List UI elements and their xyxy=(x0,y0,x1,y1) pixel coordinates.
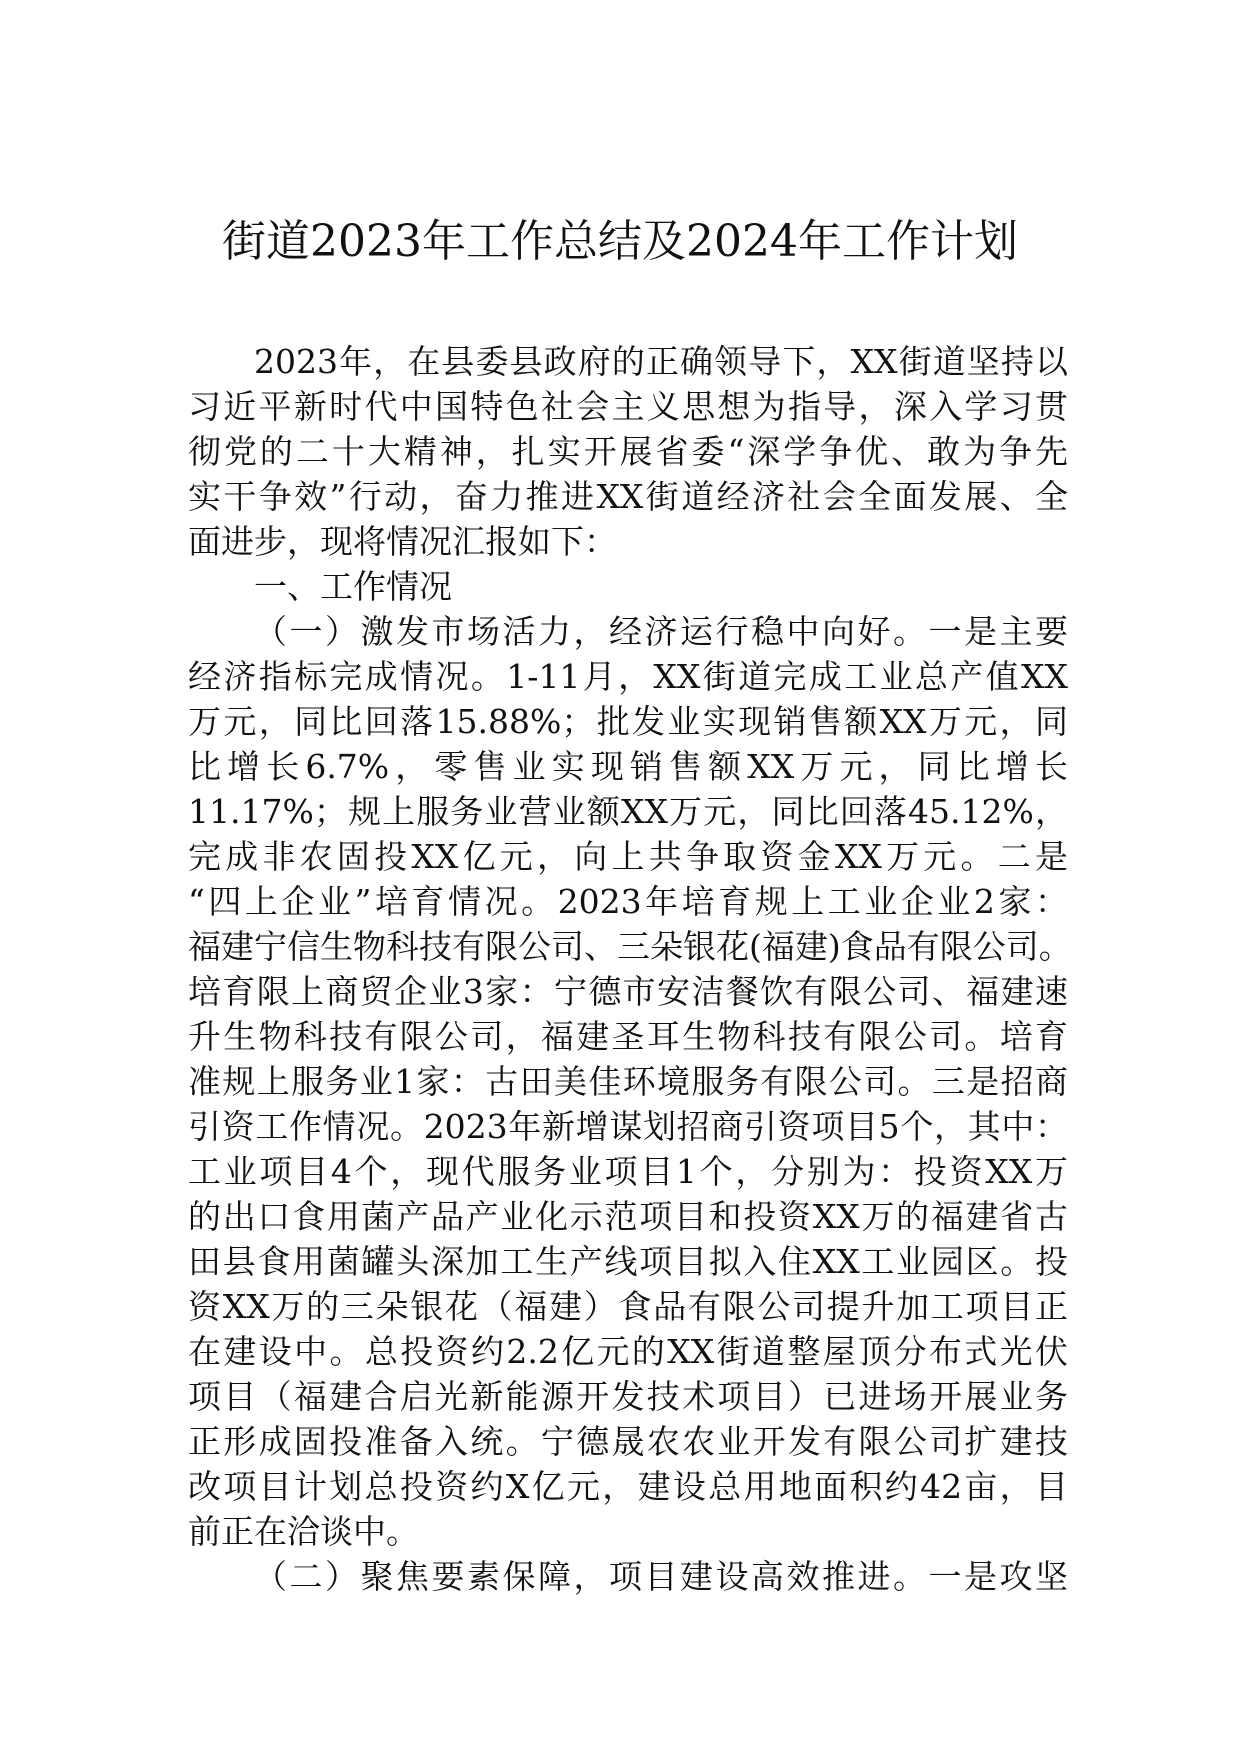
paragraph-line: 经济指标完成情况。1-11月，XX街道完成工业总产值XX xyxy=(188,657,1068,696)
paragraph-line: 在建设中。总投资约2.2亿元的XX街道整屋顶分布式光伏 xyxy=(188,1332,1068,1371)
paragraph-line: 培育限上商贸企业3家：宁德市安洁餐饮有限公司、福建速 xyxy=(188,972,1068,1011)
paragraph-line: 升生物科技有限公司，福建圣耳生物科技有限公司。培育 xyxy=(188,1017,1068,1056)
paragraph-line: 引资工作情况。2023年新增谋划招商引资项目5个，其中： xyxy=(188,1107,1068,1146)
paragraph-line: 万元，同比回落15.88%；批发业实现销售额XX万元，同 xyxy=(188,702,1068,741)
document-body xyxy=(188,339,1072,1599)
paragraph-line: （一）激发市场活力，经济运行稳中向好。一是主要 xyxy=(254,612,1068,651)
paragraph-line: 彻党的二十大精神，扎实开展省委“深学争优、敢为争先 xyxy=(188,432,1068,471)
paragraph-line: 项目（福建合启光新能源开发技术项目）已进场开展业务 xyxy=(188,1377,1068,1416)
paragraph-line: 正形成固投准备入统。宁德晟农农业开发有限公司扩建技 xyxy=(188,1422,1068,1461)
paragraph-line: 工业项目4个，现代服务业项目1个，分别为：投资XX万 xyxy=(188,1152,1068,1191)
paragraph-line: 的出口食用菌产品产业化示范项目和投资XX万的福建省古 xyxy=(188,1197,1068,1236)
paragraph-line: 改项目计划总投资约X亿元，建设总用地面积约42亩，目 xyxy=(188,1467,1068,1506)
paragraph-line: 前正在洽谈中。 xyxy=(188,1512,419,1551)
paragraph-line: （二）聚焦要素保障，项目建设高效推进。一是攻坚 xyxy=(254,1557,1068,1596)
paragraph-line: 面进步，现将情况汇报如下： xyxy=(188,522,617,561)
document-title: 街道2023年工作总结及2024年工作计划 xyxy=(222,216,1018,267)
paragraph-line: 完成非农固投XX亿元，向上共争取资金XX万元。二是 xyxy=(188,837,1068,876)
section-heading: 一、工作情况 xyxy=(254,567,452,606)
paragraph-line: 实干争效”行动，奋力推进XX街道经济社会全面发展、全 xyxy=(188,477,1068,516)
paragraph-line: 习近平新时代中国特色社会主义思想为指导，深入学习贯 xyxy=(188,387,1068,426)
paragraph-line: 福建宁信生物科技有限公司、三朵银花(福建)食品有限公司。 xyxy=(188,927,1072,966)
paragraph-line: 资XX万的三朵银花（福建）食品有限公司提升加工项目正 xyxy=(188,1287,1068,1326)
paragraph-line: 准规上服务业1家：古田美佳环境服务有限公司。三是招商 xyxy=(188,1062,1068,1101)
paragraph-line: 田县食用菌罐头深加工生产线项目拟入住XX工业园区。投 xyxy=(188,1242,1068,1281)
paragraph-line: 比增长6.7%，零售业实现销售额XX万元，同比增长 xyxy=(188,747,1068,786)
paragraph-line: 2023年，在县委县政府的正确领导下，XX街道坚持以 xyxy=(254,342,1068,381)
paragraph-line: 11.17%；规上服务业营业额XX万元，同比回落45.12%， xyxy=(188,792,1068,831)
paragraph-line: “四上企业”培育情况。2023年培育规上工业企业2家： xyxy=(188,882,1068,921)
